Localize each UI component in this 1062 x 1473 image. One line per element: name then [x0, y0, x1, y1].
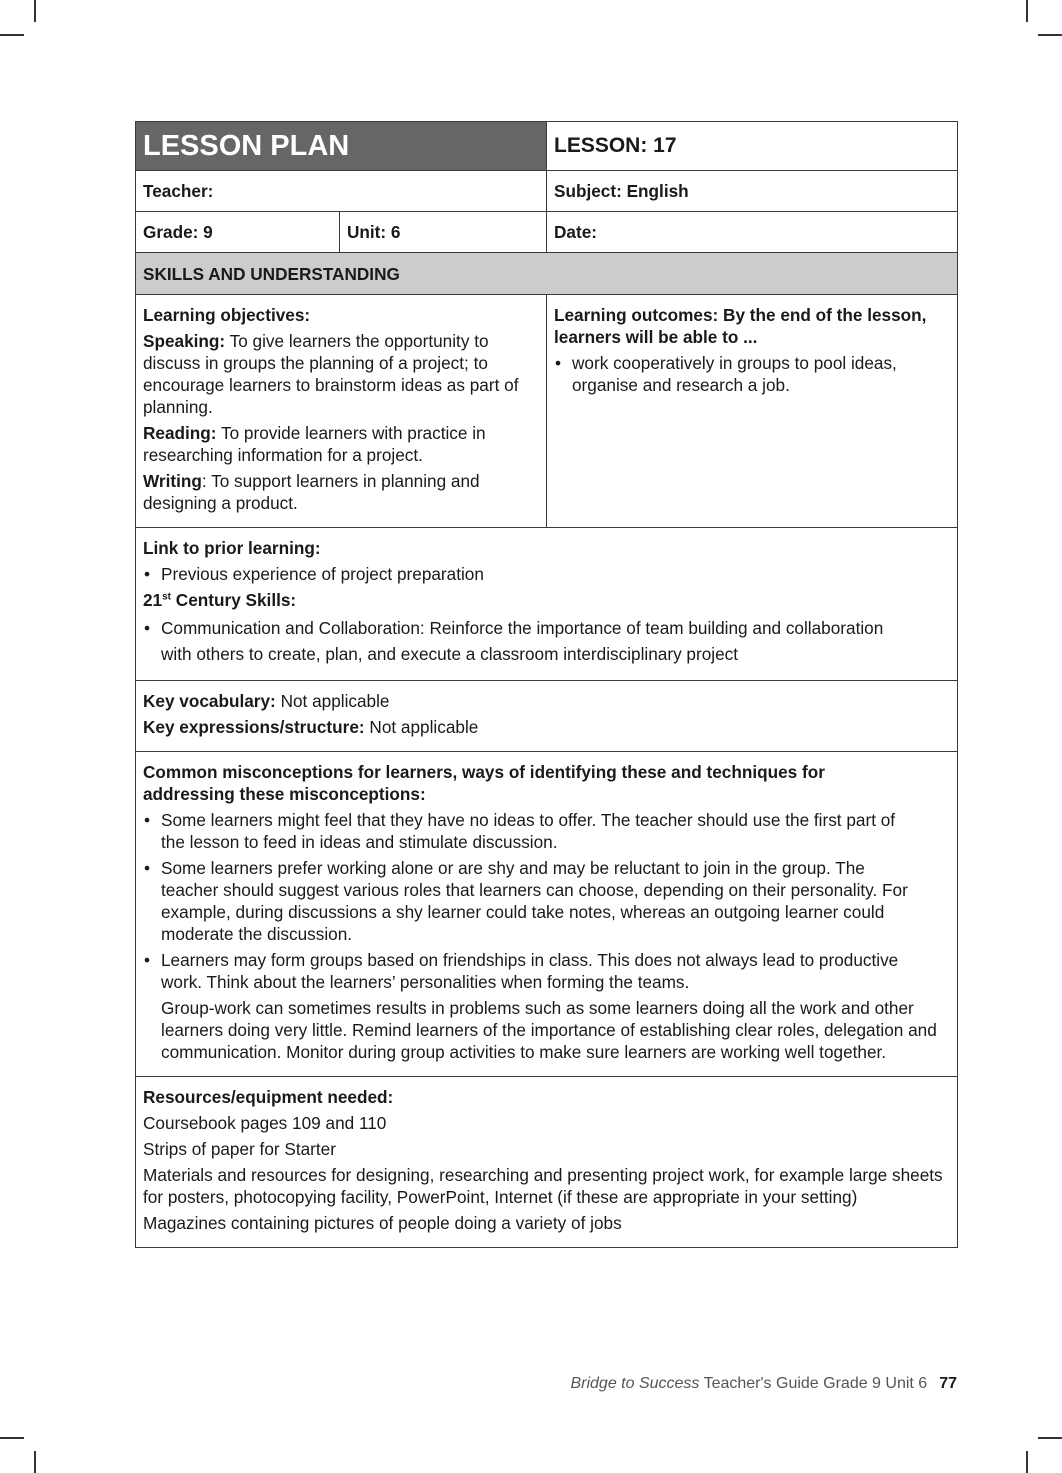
resources-heading: Resources/equipment needed: — [143, 1087, 394, 1107]
objective-text: : To support learners in planning and designing a product. — [143, 471, 480, 513]
century-rest: Century Skills: — [171, 590, 297, 610]
key-vocabulary-label: Key vocabulary: — [143, 691, 276, 711]
learning-objectives-heading: Learning objectives: — [143, 305, 311, 325]
crop-mark — [34, 0, 36, 22]
outcome-item: • work cooperatively in groups to pool ideas, organise and research a job. — [554, 352, 950, 396]
prior-learning-heading: Link to prior learning: — [143, 538, 321, 558]
book-title: Bridge to Success — [570, 1375, 700, 1392]
century-num: 21 — [143, 590, 163, 610]
crop-mark — [1026, 1451, 1028, 1473]
resource-item: Coursebook pages 109 and 110 — [143, 1113, 387, 1133]
vocabulary-cell — [136, 681, 958, 752]
teacher-field: Teacher: — [136, 171, 547, 212]
objective-item — [143, 330, 539, 418]
subject-field: Subject: English — [547, 171, 958, 212]
misconceptions-list — [143, 809, 950, 993]
learning-objectives-cell — [136, 295, 547, 528]
prior-learning-cell — [136, 528, 958, 681]
century-skill-item: • Communication and Collaboration: Reinforce the importance of team building and collaboration with others to create, plan, and execute a classroom interdisciplinary project — [143, 615, 950, 667]
misconceptions-heading: Common misconceptions for learners, ways of identifying these and techniques for addressing these misconceptions: — [143, 762, 825, 804]
learning-outcomes-cell — [547, 295, 958, 528]
lesson-plan-table — [135, 121, 958, 1248]
lesson-number: LESSON: 17 — [547, 122, 958, 171]
century-sup: st — [162, 591, 172, 603]
learning-outcomes-heading: Learning outcomes: By the end of the lesson, learners will be able to ... — [554, 305, 927, 347]
century-skills-list — [143, 615, 950, 667]
unit-field: Unit: 6 — [340, 212, 547, 253]
century-skills-heading — [143, 589, 950, 611]
skills-section-heading: SKILLS AND UNDERSTANDING — [136, 253, 958, 295]
objective-text: To provide learners with practice in researching information for a project. — [143, 423, 486, 465]
objective-label: Speaking: — [143, 331, 226, 351]
crop-mark — [0, 34, 24, 36]
grade-field: Grade: 9 — [136, 212, 340, 253]
prior-learning-list — [143, 563, 950, 585]
misconception-note: Group-work can sometimes results in problems such as some learners doing all the work and other learners doing very little. Remind learners of the importance of establishing clear roles, delegation and communication. Monitor during group activities to make sure learners are working well together. — [161, 998, 937, 1062]
objective-label: Writing — [143, 471, 202, 491]
resource-item: Strips of paper for Starter — [143, 1139, 336, 1159]
crop-mark — [1038, 1437, 1062, 1439]
crop-mark — [1026, 0, 1028, 22]
resources-cell — [136, 1077, 958, 1248]
misconception-item: • Some learners prefer working alone or are shy and may be reluctant to join in the group. The teacher should suggest various roles that learners can choose, depending on their personality. For example, during discussions a shy learner could take notes, whereas an outgoing learner could moderate the discussion. — [143, 857, 950, 945]
misconception-item: • Learners may form groups based on friendships in class. This does not always lead to productive work. Think about the learners’ personalities when forming the teams. — [143, 949, 950, 993]
crop-mark — [0, 1437, 24, 1439]
key-expressions-value: Not applicable — [364, 717, 479, 737]
objective-item — [143, 470, 539, 514]
objective-label: Reading: — [143, 423, 217, 443]
resource-item: Materials and resources for designing, researching and presenting project work, for example large sheets for posters, photocopying facility, PowerPoint, Internet (if these are appropriate in your setting) — [143, 1165, 943, 1207]
prior-learning-item: • Previous experience of project preparation — [143, 563, 950, 585]
lesson-plan-title: LESSON PLAN — [136, 122, 547, 171]
outcomes-list — [554, 352, 950, 396]
page-footer — [570, 1375, 957, 1393]
resource-item: Magazines containing pictures of people doing a variety of jobs — [143, 1213, 622, 1233]
misconception-item: • Some learners might feel that they have no ideas to offer. The teacher should use the first part of the lesson to feed in ideas and stimulate discussion. — [143, 809, 950, 853]
misconceptions-cell — [136, 752, 958, 1077]
objective-text: To give learners the opportunity to discuss in groups the planning of a project; to encourage learners to brainstorm ideas as part of planning. — [143, 331, 519, 417]
key-vocabulary — [143, 690, 950, 712]
objective-item — [143, 422, 539, 466]
key-expressions-label: Key expressions/structure: — [143, 717, 365, 737]
page-number: 77 — [939, 1375, 957, 1392]
key-vocabulary-value: Not applicable — [275, 691, 390, 711]
crop-mark — [1038, 34, 1062, 36]
guide-title: Teacher's Guide Grade 9 Unit 6 — [699, 1375, 928, 1392]
crop-mark — [34, 1451, 36, 1473]
key-expressions — [143, 716, 950, 738]
date-field: Date: — [547, 212, 958, 253]
